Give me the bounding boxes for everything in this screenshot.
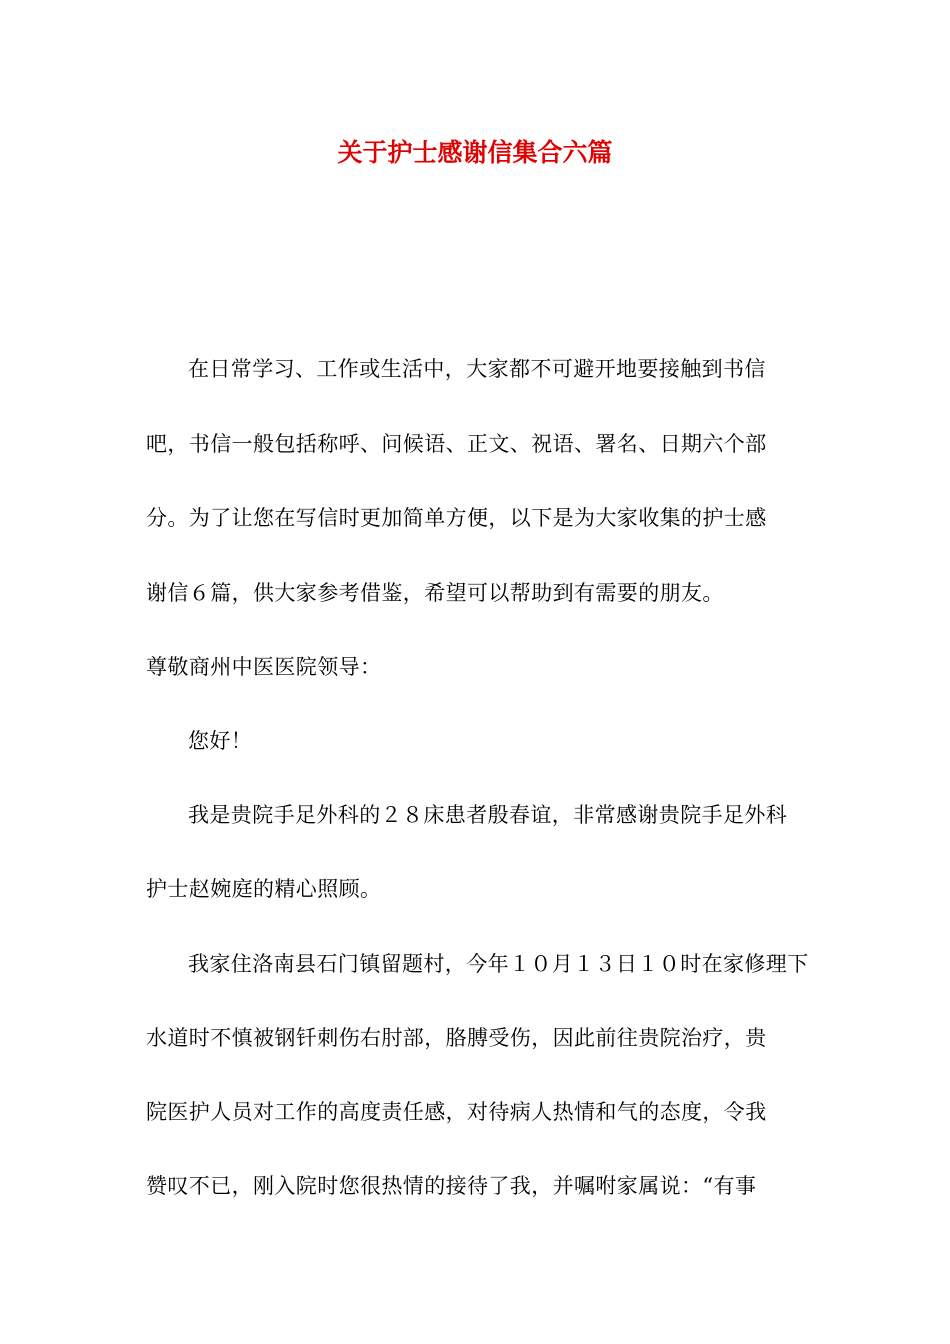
paragraph-line: 分。为了让您在写信时更加简单方便，以下是为大家收集的护士感 (146, 506, 767, 530)
salutation-line: 尊敬商州中医医院领导： (146, 655, 382, 679)
paragraph-line: 赞叹不已，刚入院时您很热情的接待了我，并嘱咐家属说：“有事 (146, 1174, 757, 1198)
paragraph-line: 我是贵院手足外科的２８床患者殷春谊，非常感谢贵院手足外科 (188, 803, 788, 827)
paragraph-line: 院医护人员对工作的高度责任感，对待病人热情和气的态度，令我 (146, 1100, 767, 1124)
greeting-line: 您好！ (188, 729, 253, 753)
paragraph-line: 我家住洛南县石门镇留题村，今年１０月１３日１０时在家修理下 (188, 952, 809, 976)
paragraph-line: 水道时不慎被钢钎刺伤右肘部，胳膊受伤，因此前往贵院治疗，贵 (146, 1026, 767, 1050)
paragraph-line: 在日常学习、工作或生活中，大家都不可避开地要接触到书信 (188, 357, 766, 381)
paragraph-line: 谢信６篇，供大家参考借鉴，希望可以帮助到有需要的朋友。 (146, 581, 724, 605)
paragraph-line: 护士赵婉庭的精心照顾。 (146, 877, 382, 901)
paragraph-line: 吧，书信一般包括称呼、问候语、正文、祝语、署名、日期六个部 (146, 432, 767, 456)
document-title: 关于护士感谢信集合六篇 (337, 138, 613, 167)
